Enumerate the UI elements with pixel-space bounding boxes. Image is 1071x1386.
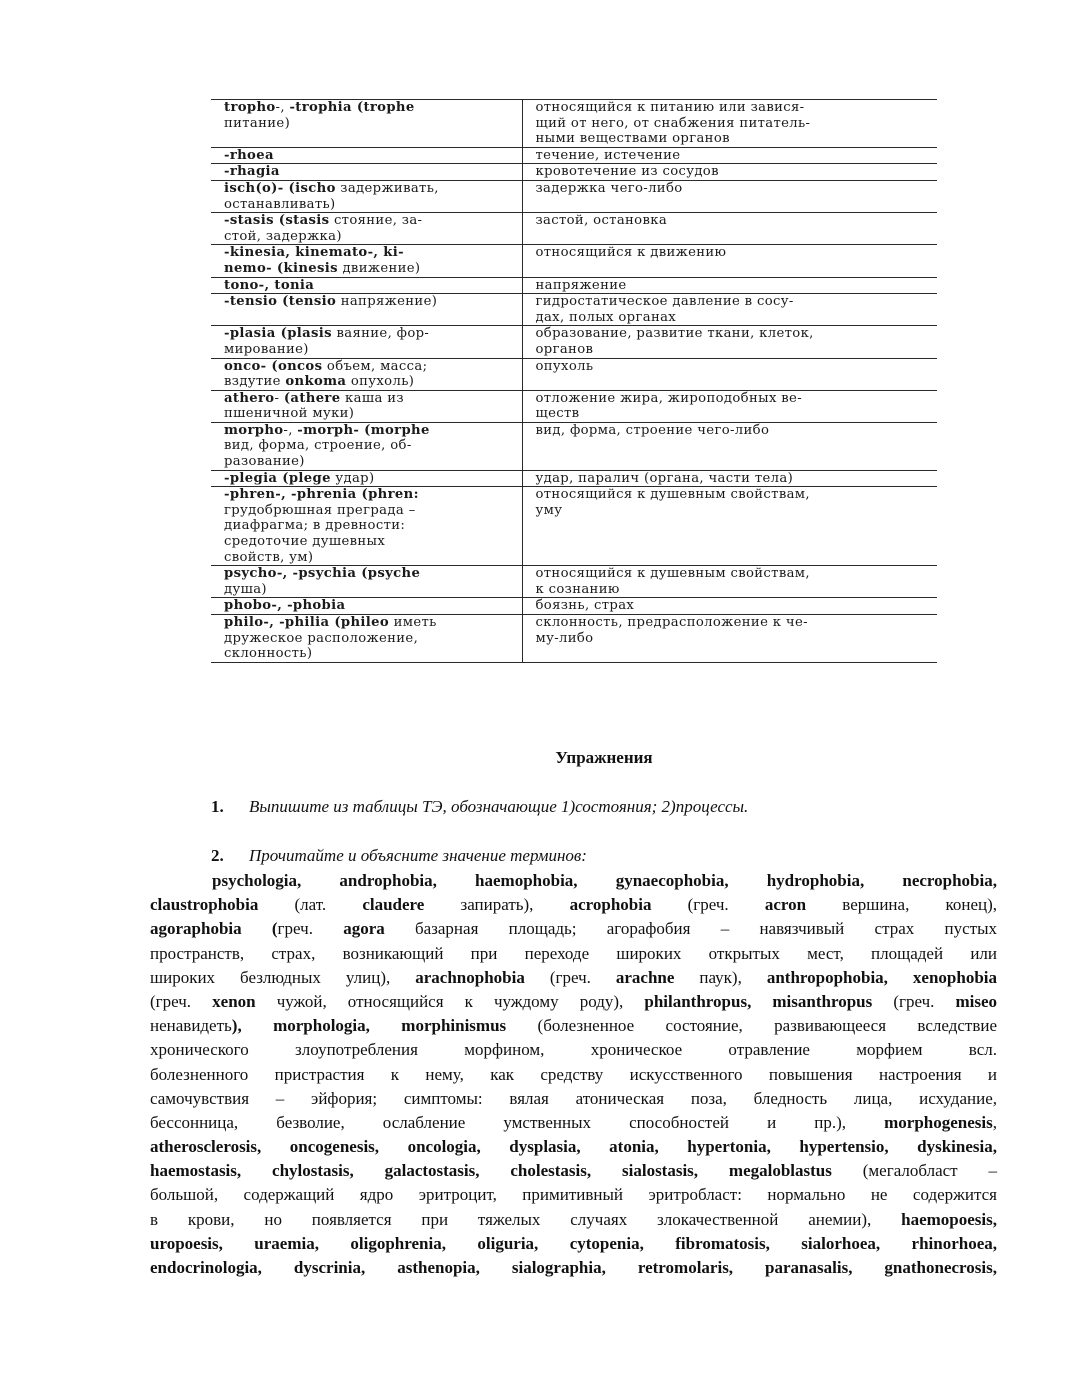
term-element-cell [211,294,522,326]
term-element-cell [211,147,522,164]
term-text: объем, масса; вздутие [224,358,428,390]
paragraph-text: (болезненное состояние, развивающееся вследствие [506,1016,997,1036]
term-element-cell [211,358,522,390]
term-meaning-cell: боязнь, страх [522,598,937,615]
paragraph-line [150,942,997,966]
term-bold-text: -kinesia, kinemato-, ki- nemo- (kinesis [224,245,404,276]
term-bold-text: -tensio (tensio [224,294,337,310]
term-text: стояние, за- стой, задержка) [224,213,423,244]
term-bold-text: -phren-, -phrenia (phren: [224,487,419,503]
paragraph-text: вершина, конец), [806,895,998,915]
term-text: напряжение) [336,294,438,310]
term-text: вид, форма, строение, об- разование) [224,438,412,470]
term-bold-text: claudere [362,895,425,915]
paragraph-line [150,917,997,941]
term-text: -, [283,422,298,438]
paragraph-line [150,1014,997,1038]
paragraph-line [150,1256,997,1280]
term-bold-text: ), morphologia, morphinismus [231,1016,507,1036]
table-row [211,487,937,566]
terms-paragraph [150,869,997,1280]
term-bold-text: morpho [224,422,284,438]
paragraph-text: (греч. [651,895,765,915]
paragraph-text: , [992,1112,997,1132]
term-bold-text: acron [764,895,807,915]
exercise-2 [211,846,587,866]
term-text: удар) [330,470,375,486]
term-text: питание) [224,115,291,131]
exercise-1-number: 1. [211,797,224,816]
paragraph-text: ненавидеть [150,1016,232,1036]
term-text: опухоль) [346,374,415,390]
paragraph-text: (мегалобласт – [831,1161,997,1181]
paragraph-text: большой, содержащий ядро эритроцит, примитивный эритробласт: нормально не содержится [150,1185,997,1205]
table-row [211,615,937,663]
term-element-cell [211,326,522,358]
paragraph-text: хронического злоупотребления морфином, хроническое отравление морфием всл. [150,1040,997,1060]
terms-table-body [211,100,937,663]
exercise-1-text: Выпишите из таблицы ТЭ, обозначающие 1)состояния; 2)процессы. [249,797,749,816]
paragraph-line [150,1087,997,1111]
term-meaning-cell: задержка чего-либо [522,180,937,212]
term-element-cell [211,422,522,470]
term-text: каша из пшеничной муки) [224,390,404,422]
term-text: задерживать, останавливать) [224,180,439,212]
paragraph-line [150,1038,997,1062]
table-row [211,277,937,294]
paragraph-text: самочувствия – эйфория; симптомы: вялая атоническая поза, бледность лица, исхудание, [150,1088,997,1108]
paragraph-line [150,893,997,917]
term-bold-text: arachnophobia [415,967,525,987]
table-row [211,470,937,487]
paragraph-text: (греч. [524,967,616,987]
term-bold-text: -plasia (plasis [224,326,332,342]
term-text: иметь дружеское расположение, склонность) [224,615,437,662]
term-meaning-cell: удар, паралич (органа, части тела) [522,470,937,487]
term-meaning-cell: течение, истечение [522,147,937,164]
term-element-cell [211,470,522,487]
paragraph-text: (греч. [872,991,956,1011]
term-bold-text: -stasis (stasis [224,213,330,229]
term-meaning-cell: опухоль [522,358,937,390]
term-meaning-cell: гидростатическое давление в сосу- дах, полых органах [522,294,937,326]
paragraph-text: греч. [277,919,344,939]
term-bold-text: psychologia, androphobia, haemophobia, gynaecophobia, hydrophobia, necrophobia, [212,871,997,890]
paragraph-line [150,1135,997,1159]
table-row [211,147,937,164]
term-bold-text: phobo-, -phobia [224,598,346,614]
term-bold-text: arachne [615,967,675,987]
paragraph-text: (греч. [150,991,213,1011]
term-bold-text: athero [224,390,275,406]
term-element-cell [211,245,522,277]
paragraph-text: широких безлюдных улиц), [150,967,416,987]
term-element-cell [211,487,522,566]
paragraph-text: паук), [674,967,767,987]
term-meaning-cell: образование, развитие ткани, клеток, органов [522,326,937,358]
term-meaning-cell: склонность, предрасположение к че- му-либо [522,615,937,663]
term-text: движение) [337,260,421,276]
term-bold-text: haemostasis, chylostasis, galactostasis, cholestasis, sialostasis, megaloblastus [150,1161,832,1181]
term-bold-text: haemopoesis, [901,1209,997,1229]
paragraph-line [150,990,997,1014]
term-bold-text: claustrophobia [150,895,259,915]
term-text: душа) [224,581,267,597]
term-bold-text: morphogenesis [884,1112,993,1132]
paragraph-line [150,869,997,893]
term-bold-text: agoraphobia ( [150,919,278,939]
term-element-cell [211,164,522,181]
paragraph-text: базарная площадь; агорафобия – навязчивый страх пустых [384,919,997,939]
term-bold-text: -plegia (plege [224,470,331,486]
paragraph-line [150,1232,997,1256]
term-element-cell [211,390,522,422]
table-row [211,422,937,470]
term-bold-text: psycho-, -psychia (psyche [224,566,421,582]
term-element-cell [211,615,522,663]
term-element-cell [211,598,522,615]
exercise-1 [211,797,748,817]
table-row [211,326,937,358]
paragraph-line [150,1063,997,1087]
table-row [211,294,937,326]
term-bold-text: (athere [283,390,341,406]
paragraph-text: (лат. [258,895,363,915]
term-text: -, [275,100,290,115]
paragraph-line [150,1159,997,1183]
term-text: ваяние, фор- мирование) [224,326,430,357]
term-text: грудобрюшная преграда – диафрагма; в древности: средоточие душевных свойств, ум) [224,502,416,565]
table-row [211,164,937,181]
term-text: - [274,390,284,406]
paragraph-text: болезненного пристрастия к нему, как средству искусственного повышения настроения и [150,1064,997,1084]
term-bold-text: atherosclerosis, oncogenesis, oncologia, dysplasia, atonia, hypertonia, hypertensio, dyskinesia, [150,1137,997,1157]
term-meaning-cell: относящийся к движению [522,245,937,277]
paragraph-line [150,1208,997,1232]
term-bold-text: onkoma [285,374,347,390]
term-bold-text: anthropophobia, xenophobia [766,967,997,987]
term-meaning-cell: относящийся к душевным свойствам, к сознанию [522,566,937,598]
term-meaning-cell: отложение жира, жироподобных ве- ществ [522,390,937,422]
paragraph-text: пространств, страх, возникающий при переходе широких открытых мест, площадей или [150,943,997,963]
term-bold-text: -morph- (morphe [297,422,430,438]
table-row [211,566,937,598]
term-meaning-cell: напряжение [522,277,937,294]
terms-table [211,99,937,663]
paragraph-line [150,1111,997,1135]
term-bold-text: endocrinologia, dyscrinia, asthenopia, sialographia, retromolaris, paranasalis, gnathonecrosis, [150,1258,997,1277]
paragraph-text: в крови, но появляется при тяжелых случаях злокачественной анемии), [150,1209,902,1229]
term-element-cell [211,100,522,148]
term-meaning-cell: относящийся к душевным свойствам, уму [522,487,937,566]
term-meaning-cell: относящийся к питанию или завися- щий от него, от снабжения питатель- ными веществами органов [522,100,937,148]
term-element-cell [211,277,522,294]
paragraph-text: запирать), [424,895,570,915]
term-bold-text: philanthropus, misanthropus [644,991,873,1011]
term-bold-text: -trophia (trophe [289,100,415,115]
table-row [211,180,937,212]
term-element-cell [211,213,522,245]
term-bold-text: tropho [224,100,276,115]
term-bold-text: -rhoea [224,147,274,163]
term-element-cell [211,180,522,212]
exercise-2-number: 2. [211,846,224,865]
paragraph-text: чужой, относящийся к чуждому роду), [255,991,645,1011]
term-meaning-cell: вид, форма, строение чего-либо [522,422,937,470]
exercises-heading: Упражнения [555,748,653,767]
table-row [211,598,937,615]
term-meaning-cell: кровотечение из сосудов [522,164,937,181]
term-bold-text: isch(o)- (ischo [224,180,336,196]
table-row [211,245,937,277]
term-bold-text: onco- (oncos [224,358,323,374]
exercise-2-text: Прочитайте и объясните значение терминов: [249,846,587,865]
paragraph-line [150,1183,997,1207]
term-bold-text: agora [343,919,385,939]
term-bold-text: miseo [955,991,998,1011]
table-row [211,390,937,422]
term-bold-text: xenon [212,991,256,1011]
term-bold-text: -rhagia [224,164,280,180]
term-bold-text: uropoesis, uraemia, oligophrenia, oliguria, cytopenia, fibromatosis, sialorhoea, rhinorhoea, [150,1233,997,1253]
table-row [211,213,937,245]
term-bold-text: acrophobia [569,895,652,915]
term-meaning-cell: застой, остановка [522,213,937,245]
paragraph-text: бессонница, безволие, ослабление умственных способностей и пр.), [150,1112,885,1132]
table-row [211,100,937,148]
term-element-cell [211,566,522,598]
table-row [211,358,937,390]
term-bold-text: philo-, -philia (phileo [224,615,390,630]
term-bold-text: tono-, tonia [224,277,315,293]
paragraph-line [150,966,997,990]
